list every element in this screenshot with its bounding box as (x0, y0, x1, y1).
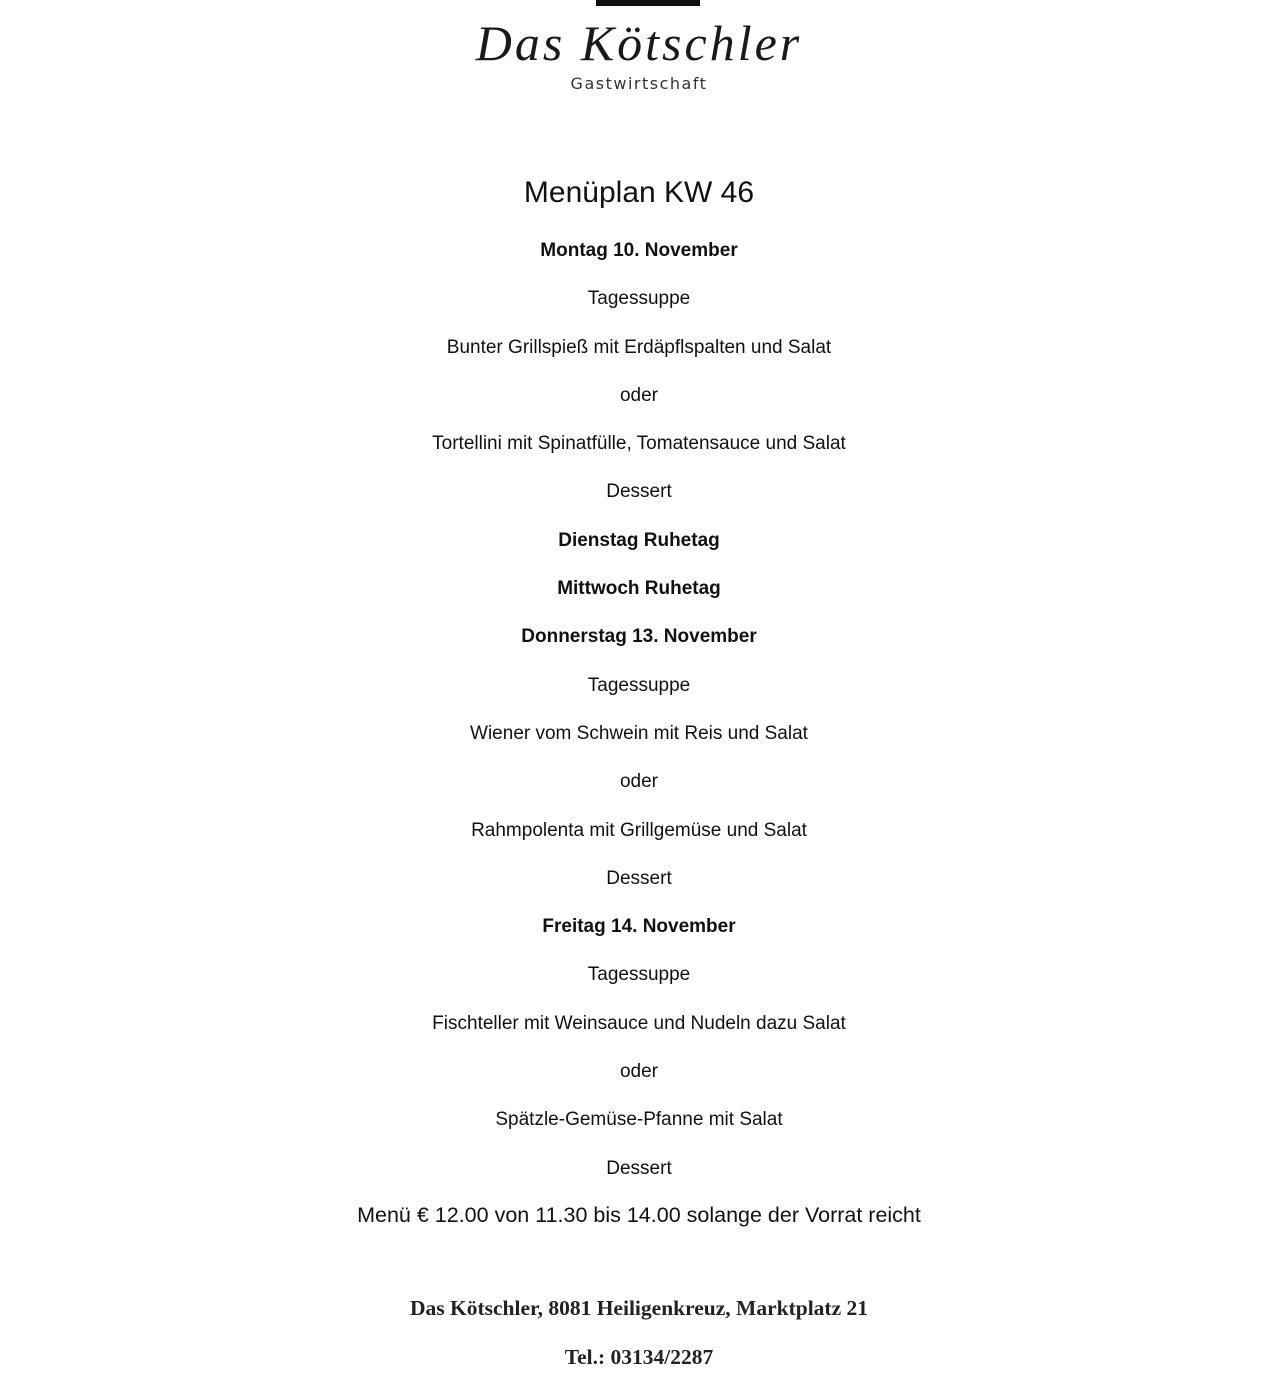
menu-item: Tagessuppe (587, 674, 691, 696)
menu-item: Tortellini mit Spinatfülle, Tomatensauce und Salat (432, 433, 846, 455)
day-heading: Montag 10. November (540, 240, 738, 261)
menu-item: oder (619, 771, 659, 793)
menu-item: oder (619, 384, 659, 406)
menu-item: Dessert (606, 1157, 672, 1179)
day-heading: Mittwoch Ruhetag (557, 578, 721, 600)
menu-item: Bunter Grillspieß mit Erdäpflspalten und Salat (446, 336, 832, 358)
price-info: Menü € 12.00 von 11.30 bis 14.00 solange der Vorrat reicht (357, 1203, 921, 1227)
logo-subtitle: Gastwirtschaft (570, 74, 708, 93)
page-title: Menüplan KW 46 (523, 176, 755, 209)
menu-item: Rahmpolenta mit Grillgemüse und Salat (471, 819, 807, 841)
day-heading: Freitag 14. November (542, 916, 736, 938)
logo-bar (596, 0, 700, 6)
day-heading: Donnerstag 13. November (521, 626, 757, 648)
menu-item: oder (619, 1061, 659, 1083)
menu-item: Dessert (606, 481, 672, 503)
footer-address: Das Kötschler, 8081 Heiligenkreuz, Marktplatz 21 (409, 1296, 869, 1320)
day-heading: Dienstag Ruhetag (558, 529, 720, 551)
footer-phone: Tel.: 03134/2287 (564, 1345, 714, 1369)
menu-item: Spätzle-Gemüse-Pfanne mit Salat (495, 1109, 783, 1131)
menu-item: Tagessuppe (587, 288, 691, 310)
menu-list (0, 227, 1278, 1193)
restaurant-logo: Das Kötschler (475, 15, 803, 71)
menu-item: Dessert (606, 867, 672, 889)
menu-item: Tagessuppe (587, 964, 691, 986)
menu-item: Wiener vom Schwein mit Reis und Salat (470, 722, 808, 744)
menu-item: Fischteller mit Weinsauce und Nudeln dazu Salat (432, 1012, 846, 1034)
